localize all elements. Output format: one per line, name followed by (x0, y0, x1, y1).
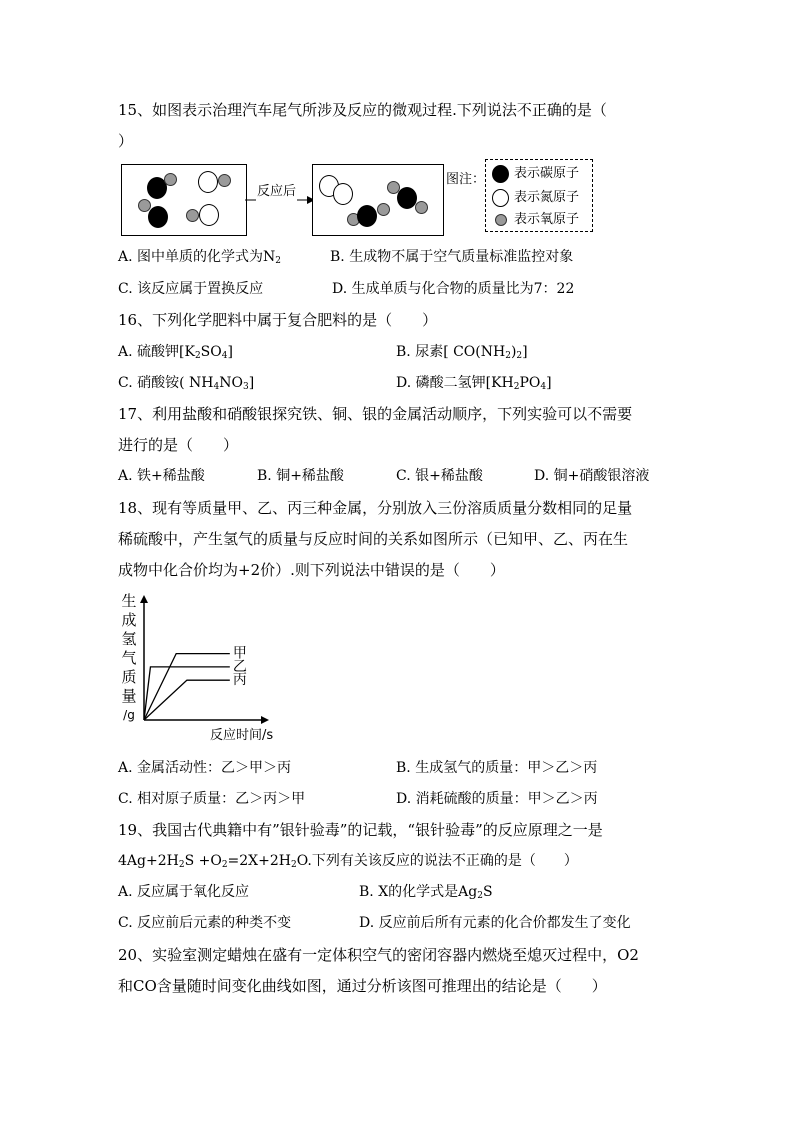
q15-stem-cont: ） (118, 132, 134, 150)
q15-option-a: A. 图中单质的化学式为$N_2$ (118, 249, 281, 266)
q17-option-d: D. 铜+硝酸银溶液 (534, 468, 650, 484)
q20-stem-line1: 20、实验室测定蜡烛在盛有一定体积空气的密闭容器内燃烧至熄灭过程中，O2 (118, 946, 639, 964)
q16-option-d: D. 磷酸二氢钾$[KH_2PO_4]$ (396, 375, 552, 392)
q16-stem: 16、下列化学肥料中属于复合肥料的是（ ） (118, 311, 438, 329)
legend-box (485, 159, 593, 232)
q17-option-a: A. 铁+稀盐酸 (118, 468, 205, 484)
oxygen-atom (164, 173, 177, 186)
nitrogen-atom (333, 183, 353, 205)
y-label-char: 生 (121, 592, 137, 610)
q19-option-b: B. X的化学式是$Ag_2S$ (359, 884, 493, 901)
y-label-char: 氢 (121, 630, 137, 648)
q15-stem: 15、如图表示治理汽车尾气所涉及反应的微观过程.下列说法不正确的是（ (118, 101, 607, 119)
oxygen-atom (186, 209, 199, 222)
after-reaction-box (312, 164, 444, 236)
q19-stem-line1: 19、我国古代典籍中有”银针验毒”的记载，“银针验毒”的反应原理之一是 (118, 821, 603, 839)
q19-option-c: C. 反应前后元素的种类不变 (118, 915, 292, 931)
arrow-label: 反应后 (256, 182, 297, 202)
q17-stem-line2: 进行的是（ ） (118, 436, 239, 454)
q19-equation-line: $4Ag+2H_2S +O_2=2X+2H_2O$.下列有关该反应的说法不正确的是（ ） (118, 853, 578, 870)
oxygen-atom (415, 201, 428, 214)
q16-option-a: A. 硫酸钾$[K_2SO_4]$ (118, 344, 233, 361)
series-label: 甲 (232, 645, 247, 662)
q15-option-c: C. 该反应属于置换反应 (118, 281, 264, 297)
carbon-atom (357, 205, 377, 227)
q17-option-c: C. 银+稀盐酸 (396, 468, 483, 484)
y-label-char: 气 (121, 649, 137, 667)
q15-option-b: B. 生成物不属于空气质量标准监控对象 (330, 249, 574, 265)
hydrogen-mass-chart (112, 592, 282, 747)
carbon-atom (148, 206, 168, 228)
q19-option-a: A. 反应属于氧化反应 (118, 884, 250, 900)
q15-option-d: D. 生成单质与化合物的质量比为7：22 (332, 281, 575, 297)
y-label-char: /g (123, 708, 135, 722)
x-axis-label: 反应时间/s (210, 728, 274, 743)
q18-stem-line2: 稀硫酸中，产生氢气的质量与反应时间的关系如图所示（已知甲、乙、丙在生 (118, 530, 629, 548)
x-axis-arrow (261, 716, 269, 724)
y-label-char: 量 (121, 687, 137, 705)
q18-option-c: C. 相对原子质量：乙＞丙＞甲 (118, 791, 306, 807)
series-label: 丙 (232, 672, 247, 689)
legend-item: 表示碳原子 (514, 166, 580, 181)
carbon-atom (397, 187, 417, 209)
nitrogen-atom (199, 204, 219, 226)
q20-stem-line2: 和CO含量随时间变化曲线如图，通过分析该图可推理出的结论是（ ） (118, 977, 607, 995)
legend-item: 表示氧原子 (514, 212, 580, 227)
q18-stem-line3: 成物中化合价均为+2价）.则下列说法中错误的是（ ） (118, 561, 505, 579)
q18-stem-line1: 18、现有等质量甲、乙、丙三种金属，分别放入三份溶质质量分数相同的足量 (118, 499, 633, 517)
q19-option-d: D. 反应前后所有元素的化合价都发生了变化 (359, 915, 631, 931)
oxygen-atom (218, 174, 231, 187)
before-reaction-box (121, 164, 247, 236)
q16-option-c: C. 硝酸铵( $NH_4NO_3$] (118, 375, 255, 392)
oxygen-atom-icon (495, 214, 507, 226)
carbon-atom-icon (492, 165, 509, 183)
legend-title: 图注： (446, 172, 486, 187)
series-line-1 (144, 654, 230, 720)
y-axis-arrow (140, 595, 148, 603)
oxygen-atom (377, 203, 390, 216)
nitrogen-atom (198, 171, 218, 193)
q17-option-b: B. 铜+稀盐酸 (257, 468, 344, 484)
q16-option-b: B. 尿素[ $CO(NH_2)_2$] (396, 344, 528, 361)
q18-option-b: B. 生成氢气的质量：甲＞乙＞丙 (396, 760, 598, 776)
y-label-char: 质 (121, 668, 137, 686)
legend-item: 表示氮原子 (514, 190, 580, 205)
q18-option-a: A. 金属活动性：乙＞甲＞丙 (118, 760, 292, 776)
series-line-3 (144, 680, 230, 720)
q17-stem-line1: 17、利用盐酸和硝酸银探究铁、铜、银的金属活动顺序，下列实验可以不需要 (118, 405, 633, 423)
nitrogen-atom-icon (492, 189, 509, 207)
series-label: 乙 (232, 658, 247, 675)
q18-option-d: D. 消耗硫酸的质量：甲＞乙＞丙 (396, 791, 598, 807)
y-label-char: 成 (121, 611, 137, 629)
